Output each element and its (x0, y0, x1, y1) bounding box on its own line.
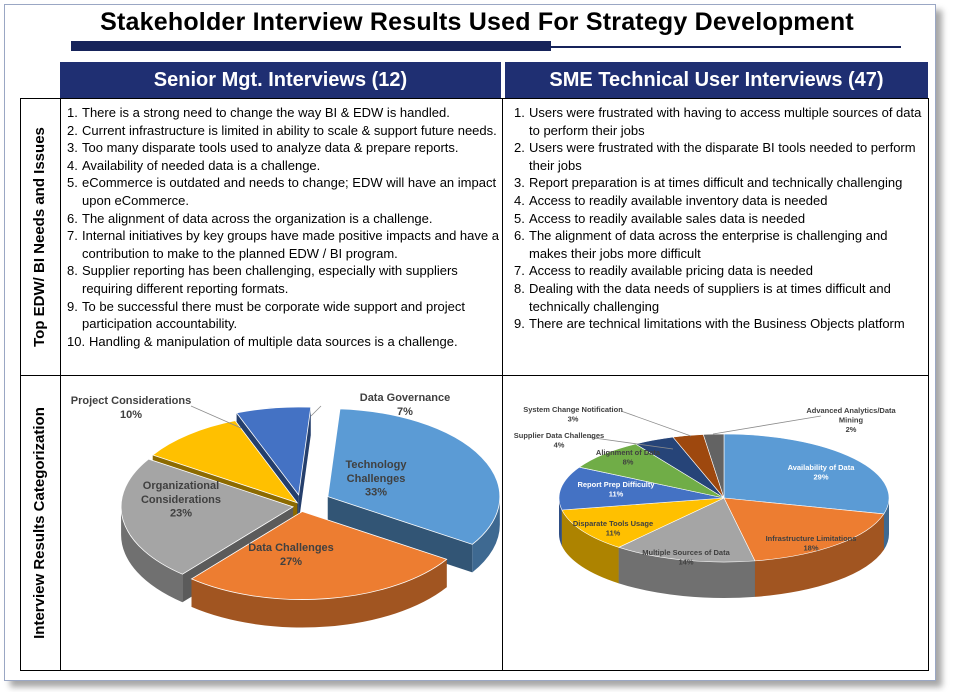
sme-slice-label: Advanced Analytics/Data Mining (806, 406, 896, 425)
senior-issue-item (67, 227, 499, 262)
senior-slice-value: 27% (279, 555, 303, 568)
sme-leader-line (713, 416, 821, 434)
senior-slice-value: 33% (364, 486, 388, 499)
senior-issue-item (67, 262, 499, 297)
senior-issue-item-number: 1. (67, 105, 78, 120)
sme-slice-value: 11% (605, 528, 621, 538)
sme-issue-item (514, 227, 924, 262)
sme-issue-item-number: 8. (514, 280, 525, 296)
sme-issue-item-text: The alignment of data across the enterprise is challenging and makes their jobs more difficult (529, 228, 888, 261)
senior-slice-value: 23% (169, 507, 193, 520)
senior-slice-label: Project Considerations (70, 395, 192, 407)
senior-issue-item-number: 6. (67, 210, 78, 226)
sme-issue-item-text: Report preparation is at times difficult and technically challenging (529, 175, 903, 191)
senior-leader-line (191, 406, 241, 428)
senior-slice-label: Organizational Considerations (140, 480, 222, 506)
senior-issue-item-text: Internal initiatives by key groups have made positive impacts and have a contribution to make to the planned EDW / BI program. (82, 228, 499, 261)
sme-issues-list (514, 104, 924, 333)
senior-issue-item (67, 174, 499, 209)
senior-slice-value: 7% (397, 405, 413, 418)
senior-issue-item-number: 4. (67, 157, 78, 173)
sme-slice-value: 18% (803, 543, 819, 553)
sme-issue-item (514, 210, 924, 228)
senior-issue-item-number: 8. (67, 263, 78, 279)
senior-slice-label: Data Challenges (248, 542, 334, 554)
sme-slice-value: 14% (678, 557, 694, 567)
senior-issue-item (67, 104, 499, 122)
categorization-row-label: Interview Results Categorization (31, 407, 48, 639)
sme-pie-chart (503, 376, 928, 670)
sme-issue-item-text: Access to readily available pricing data is needed (529, 263, 814, 279)
sme-issue-item-number: 5. (514, 210, 525, 226)
senior-issue-item-text: Handling & manipulation of multiple data sources is a challenge. (89, 333, 458, 349)
sme-issue-item-text: Dealing with the data needs of suppliers is at times difficult and technically challenging (529, 280, 891, 314)
sme-issue-item (514, 192, 924, 210)
senior-issue-item (67, 210, 499, 228)
sme-issue-item-text: Users were frustrated with the disparate BI tools needed to perform their jobs (529, 140, 916, 173)
senior-issue-item-number: 5. (67, 175, 78, 191)
senior-pie-chart (61, 376, 502, 670)
sme-slice-value: 2% (845, 424, 857, 434)
sme-issue-item (514, 104, 924, 139)
sme-slice-label: Infrastructure Limitations (765, 534, 857, 543)
senior-issue-item-number: 2. (67, 122, 78, 138)
sme-issue-item (514, 280, 924, 315)
senior-issues-list (67, 104, 499, 350)
sme-slice-label: Disparate Tools Usage (572, 519, 654, 528)
sme-slice-value: 4% (553, 440, 565, 450)
sme-issue-item-text: Access to readily available sales data is needed (529, 210, 806, 226)
senior-issue-item (67, 157, 499, 175)
sme-leader-line (621, 411, 691, 436)
sme-issue-item-number: 3. (514, 175, 525, 191)
senior-issue-item-text: eCommerce is outdated and needs to change; EDW will have an impact upon eCommerce. (82, 175, 497, 208)
senior-issue-item-number: 9. (67, 298, 78, 314)
sme-issue-item-number: 4. (514, 192, 525, 208)
sme-issue-item (514, 174, 924, 192)
senior-issue-item-number: 3. (67, 140, 78, 156)
senior-issue-item-number: 7. (67, 228, 78, 244)
sme-slice-label: System Change Notification (523, 405, 623, 414)
senior-issue-item-text: There is a strong need to change the way BI & EDW is handled. (82, 105, 450, 120)
sme-slice-label: Supplier Data Challenges (513, 431, 605, 440)
sme-slice-label: Availability of Data (787, 463, 855, 472)
senior-issue-item-text: Current infrastructure is limited in ability to scale & support future needs. (82, 122, 497, 138)
senior-issue-item (67, 333, 499, 351)
sme-issue-item-number: 7. (514, 263, 525, 279)
senior-issue-item-text: Supplier reporting has been challenging, especially with suppliers requiring different reporting formats. (82, 263, 458, 296)
sme-issue-item-text: Access to readily available inventory data is needed (529, 192, 828, 208)
senior-issue-item-number: 10. (67, 333, 86, 349)
sme-issue-item-number: 2. (514, 140, 525, 156)
sme-issue-item-number: 6. (514, 228, 525, 244)
sme-slice-value: 3% (567, 414, 579, 424)
senior-issue-item-text: To be successful there must be corporate wide support and project participation accountability. (82, 298, 465, 332)
senior-issue-item (67, 139, 499, 157)
senior-slice-label: Technology Challenges (345, 459, 407, 485)
senior-issue-item-text: Too many disparate tools used to analyze data & prepare reports. (82, 140, 459, 156)
title-accent-bar (71, 41, 551, 51)
sme-slice-label: Multiple Sources of Data (642, 548, 730, 557)
sme-issue-item (514, 139, 924, 174)
sme-header: SME Technical User Interviews (47) (505, 62, 928, 98)
senior-leader-line (311, 406, 321, 416)
senior-slice-label: Data Governance (359, 392, 451, 404)
needs-row-label: Top EDW/ BI Needs and Issues (31, 127, 48, 347)
sme-issue-item (514, 315, 924, 333)
senior-issue-item (67, 122, 499, 140)
sme-slice-label: Alignment of Data (595, 448, 661, 457)
page-title: Stakeholder Interview Results Used For Strategy Development (100, 8, 854, 36)
sme-issue-item-number: 9. (514, 316, 525, 332)
sme-slice-value: 8% (622, 457, 634, 467)
senior-issue-item (67, 298, 499, 333)
sme-issue-item-text: Users were frustrated with having to access multiple sources of data to perform their jobs (529, 105, 922, 138)
senior-mgt-header: Senior Mgt. Interviews (12) (60, 62, 501, 98)
senior-slice-value: 10% (119, 408, 143, 421)
senior-issue-item-text: Availability of needed data is a challenge. (82, 157, 321, 173)
senior-issue-item-text: The alignment of data across the organization is a challenge. (82, 210, 433, 226)
sme-issue-item-number: 1. (514, 105, 525, 120)
sme-slice-value: 29% (813, 472, 829, 482)
sme-slice-value: 11% (608, 489, 624, 499)
sme-issue-item-text: There are technical limitations with the Business Objects platform (529, 316, 905, 332)
sme-slice-label: Report Prep Difficulty (577, 480, 655, 489)
sme-issue-item (514, 262, 924, 280)
